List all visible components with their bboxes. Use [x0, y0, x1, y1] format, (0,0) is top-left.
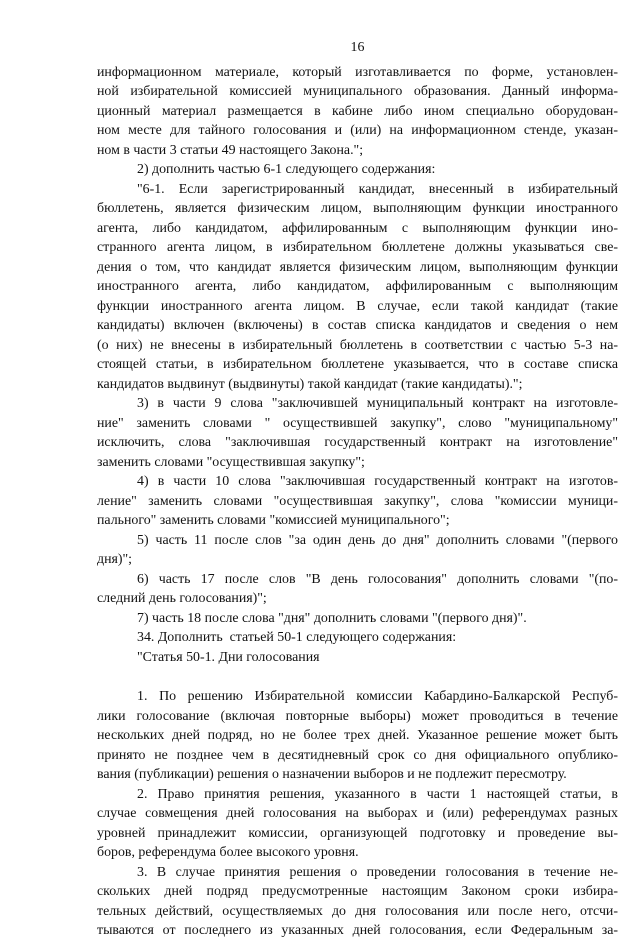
text-line: информационном материале, который изготавливается по форме, установлен-	[97, 64, 618, 80]
text-line: вания (публикации) решения о назначении выборов и не подлежит пересмотру.	[97, 767, 567, 782]
text-line: "6-1. Если зарегистрированный кандидат, внесенный в избирательный	[137, 181, 618, 197]
text-line: 34. Дополнить статьей 50-1 следующего содержания:	[137, 630, 457, 645]
text-line: кандидатов выдвинут (выдвинуты) такой кандидат (такие кандидаты).";	[97, 376, 523, 392]
text-line: заменить словами "осуществившая закупку";	[97, 454, 365, 470]
text-line: пального" заменить словами "комиссией муниципального";	[97, 513, 450, 528]
text-line: уровней принадлежит комиссии, организующей подготовку и проведение вы-	[97, 825, 618, 841]
text-line: ление" заменить словами "осуществившая закупку", слова "комиссии муници-	[97, 493, 618, 509]
text-line: "Статья 50-1. Дни голосования	[137, 649, 320, 665]
text-line: ном в части 3 статьи 49 настоящего Закона.";	[97, 142, 364, 158]
text-line: нескольких дней подряд, но не более трех дней. Указанное решение может быть	[97, 728, 618, 743]
text-line: 2) дополнить частью 6-1 следующего содержания:	[137, 162, 436, 177]
text-line: 7) часть 18 после слова "дня" дополнить словами "(первого дня)".	[137, 610, 527, 626]
text-line: 3. В случае принятия решения о проведении голосования в течение не-	[137, 864, 618, 880]
text-line: случае совмещения дней голосования на выборах и (или) референдумах разных	[97, 806, 618, 821]
text-line: принято не позднее чем в десятидневный срок со дня официального опублико-	[97, 747, 618, 763]
text-line: дения о том, что кандидат является физическим лицом, выполняющим функции	[97, 259, 618, 275]
text-line: ном месте для тайного голосования и (или) на информационном стенде, указан-	[97, 123, 618, 138]
text-line: ционный материал размещается в кабине либо ином специально оборудован-	[97, 103, 618, 119]
text-line: тельных действий, осуществляемых до дня голосования или после него, отсчи-	[97, 903, 618, 919]
text-line: бюллетень, является физическим лицом, выполняющим функции иностранного	[97, 201, 618, 216]
text-line: дня)";	[97, 552, 133, 567]
text-line: следний день голосования)";	[97, 591, 267, 606]
text-line: скольких дней подряд предусмотренные настоящим Законом сроки избира-	[97, 884, 618, 899]
text-line: ной избирательной комиссией муниципального образования. Данный информа-	[97, 84, 618, 99]
text-line: странного агента лицом, в избирательном бюллетене должны указываться све-	[97, 240, 618, 255]
text-line: 1. По решению Избирательной комиссии Кабардино-Балкарской Респуб-	[137, 689, 618, 704]
text-line: лики голосование (включая повторные выборы) может проводиться в течение	[97, 708, 618, 724]
text-line: тываются от последнего из указанных дней голосования, если Федеральным за-	[97, 923, 618, 938]
paragraph-gap	[97, 667, 618, 687]
text-line: кандидаты) включен (включены) в состав списка кандидатов и сведения о нем	[97, 318, 618, 333]
text-line: 5) часть 11 после слов "за один день до дня" дополнить словами "(первого	[137, 532, 618, 548]
text-line: агента, либо кандидатом, аффилированным с выполняющим функции ино-	[97, 220, 618, 236]
body-text	[97, 63, 618, 941]
text-line: ние" заменить словами " осуществившей закупку", слово "муниципальному"	[97, 415, 618, 431]
text-line: 6) часть 17 после слов "В день голосования" дополнить словами "(по-	[137, 571, 618, 587]
text-line: стоящей статьи, в избирательном бюллетене указывается, что в составе списка	[97, 357, 618, 372]
text-line: иностранного агента, либо кандидатом, аффилированным с выполняющим	[97, 279, 618, 294]
text-line: функции иностранного агента лицом. В случае, если такой кандидат (такие	[97, 298, 618, 314]
text-line: исключить, слова "заключившая государственный контракт на изготовление"	[97, 435, 618, 450]
text-line: 2. Право принятия решения, указанного в части 1 настоящей статьи, в	[137, 786, 618, 802]
page-number: 16	[350, 40, 365, 55]
text-line: 3) в части 9 слова "заключившей муниципальный контракт на изготовле-	[137, 396, 618, 411]
text-line: боров, референдума более высокого уровня.	[97, 845, 359, 860]
text-line: (о них) не внесены в избирательный бюллетень в соответствии с частью 5-3 на-	[97, 337, 618, 353]
text-line: 4) в части 10 слова "заключившая государственный контракт на изготов-	[137, 474, 618, 489]
